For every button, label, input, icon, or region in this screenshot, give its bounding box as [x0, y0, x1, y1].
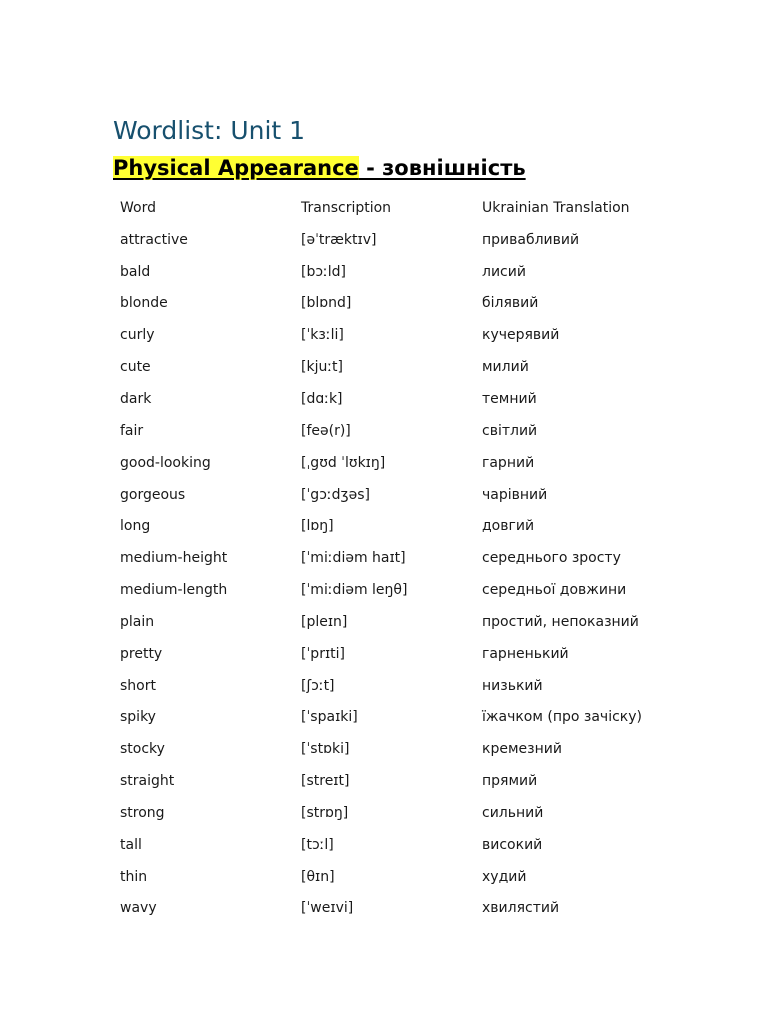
transcription-cell: [θɪn]	[301, 868, 335, 885]
column-header-word: Word	[120, 199, 156, 216]
word-cell: fair	[120, 422, 144, 439]
word-cell: medium-length	[120, 582, 228, 599]
table-row	[120, 829, 680, 861]
word-cell: thin	[120, 868, 148, 885]
translation-cell: їжачком (про зачіску)	[482, 709, 642, 726]
word-cell: short	[120, 677, 156, 694]
page-title: Wordlist: Unit 1	[113, 116, 306, 145]
table-row	[120, 224, 680, 256]
transcription-cell: [ʃɔːt]	[301, 677, 335, 694]
translation-cell: милий	[482, 359, 529, 376]
translation-cell: гарненький	[482, 645, 569, 662]
translation-cell: простий, непоказний	[482, 613, 639, 630]
word-cell: good-looking	[120, 454, 211, 471]
table-row	[120, 733, 680, 765]
section-heading-highlight: Physical Appearance	[113, 156, 359, 180]
table-row	[120, 638, 680, 670]
column-header-translation: Ukrainian Translation	[482, 199, 630, 216]
word-cell: cute	[120, 359, 151, 376]
translation-cell: довгий	[482, 518, 535, 535]
word-cell: wavy	[120, 900, 157, 917]
table-row	[120, 893, 680, 925]
word-cell: plain	[120, 613, 155, 630]
transcription-cell: [əˈtræktɪv]	[301, 231, 377, 248]
word-cell: long	[120, 518, 151, 535]
section-heading-translation: - зовнішність	[358, 156, 526, 180]
transcription-cell: [blɒnd]	[301, 295, 352, 312]
table-row	[120, 574, 680, 606]
transcription-cell: [ˈkɜːli]	[301, 327, 344, 344]
transcription-cell: [ˈstɒki]	[301, 741, 350, 758]
table-row	[120, 542, 680, 574]
word-cell: straight	[120, 773, 175, 790]
translation-cell: середньої довжини	[482, 582, 627, 599]
transcription-cell: [kjuːt]	[301, 359, 343, 376]
transcription-cell: [ˈmiːdiəm haɪt]	[301, 550, 406, 567]
word-cell: strong	[120, 804, 165, 821]
word-cell: gorgeous	[120, 486, 186, 503]
transcription-cell: [ˈweɪvi]	[301, 900, 354, 917]
table-header-row	[120, 192, 680, 224]
table-row	[120, 510, 680, 542]
translation-cell: високий	[482, 836, 543, 853]
table-row	[120, 288, 680, 320]
table-row	[120, 351, 680, 383]
translation-cell: білявий	[482, 295, 539, 312]
word-cell: spiky	[120, 709, 156, 726]
transcription-cell: [ˈspaɪki]	[301, 709, 358, 726]
table-row	[120, 670, 680, 702]
table-row	[120, 797, 680, 829]
transcription-cell: [feə(r)]	[301, 422, 351, 439]
table-row	[120, 765, 680, 797]
translation-cell: худий	[482, 868, 527, 885]
transcription-cell: [tɔːl]	[301, 836, 334, 853]
translation-cell: темний	[482, 390, 537, 407]
table-row	[120, 447, 680, 479]
translation-cell: світлий	[482, 422, 538, 439]
translation-cell: чарівний	[482, 486, 548, 503]
transcription-cell: [bɔːld]	[301, 263, 346, 280]
table-row	[120, 256, 680, 288]
table-row	[120, 479, 680, 511]
word-cell: dark	[120, 390, 152, 407]
translation-cell: прямий	[482, 773, 538, 790]
transcription-cell: [ˌgʊd ˈlʊkɪŋ]	[301, 454, 386, 471]
translation-cell: хвилястий	[482, 900, 560, 917]
transcription-cell: [ˈmiːdiəm leŋθ]	[301, 582, 408, 599]
word-cell: curly	[120, 327, 155, 344]
table-row	[120, 415, 680, 447]
table-row	[120, 383, 680, 415]
word-cell: blonde	[120, 295, 168, 312]
translation-cell: кремезний	[482, 741, 562, 758]
word-cell: medium-height	[120, 550, 228, 567]
translation-cell: привабливий	[482, 231, 580, 248]
translation-cell: середнього зросту	[482, 550, 621, 567]
word-cell: bald	[120, 263, 151, 280]
translation-cell: гарний	[482, 454, 535, 471]
translation-cell: низький	[482, 677, 543, 694]
table-row	[120, 702, 680, 734]
table-body	[120, 224, 680, 925]
translation-cell: сильний	[482, 804, 544, 821]
transcription-cell: [pleɪn]	[301, 613, 348, 630]
transcription-cell: [dɑːk]	[301, 390, 343, 407]
wordlist-table	[120, 192, 680, 924]
word-cell: stocky	[120, 741, 165, 758]
transcription-cell: [strɒŋ]	[301, 804, 349, 821]
translation-cell: кучерявий	[482, 327, 560, 344]
transcription-cell: [streɪt]	[301, 773, 350, 790]
transcription-cell: [ˈgɔːdʒəs]	[301, 486, 370, 503]
translation-cell: лисий	[482, 263, 526, 280]
table-row	[120, 319, 680, 351]
section-heading	[113, 154, 526, 183]
transcription-cell: [ˈprɪti]	[301, 645, 345, 662]
table-row	[120, 606, 680, 638]
word-cell: attractive	[120, 231, 188, 248]
word-cell: tall	[120, 836, 142, 853]
column-header-transcription: Transcription	[301, 199, 392, 216]
table-header	[120, 192, 680, 224]
transcription-cell: [lɒŋ]	[301, 518, 334, 535]
word-cell: pretty	[120, 645, 163, 662]
table-row	[120, 861, 680, 893]
